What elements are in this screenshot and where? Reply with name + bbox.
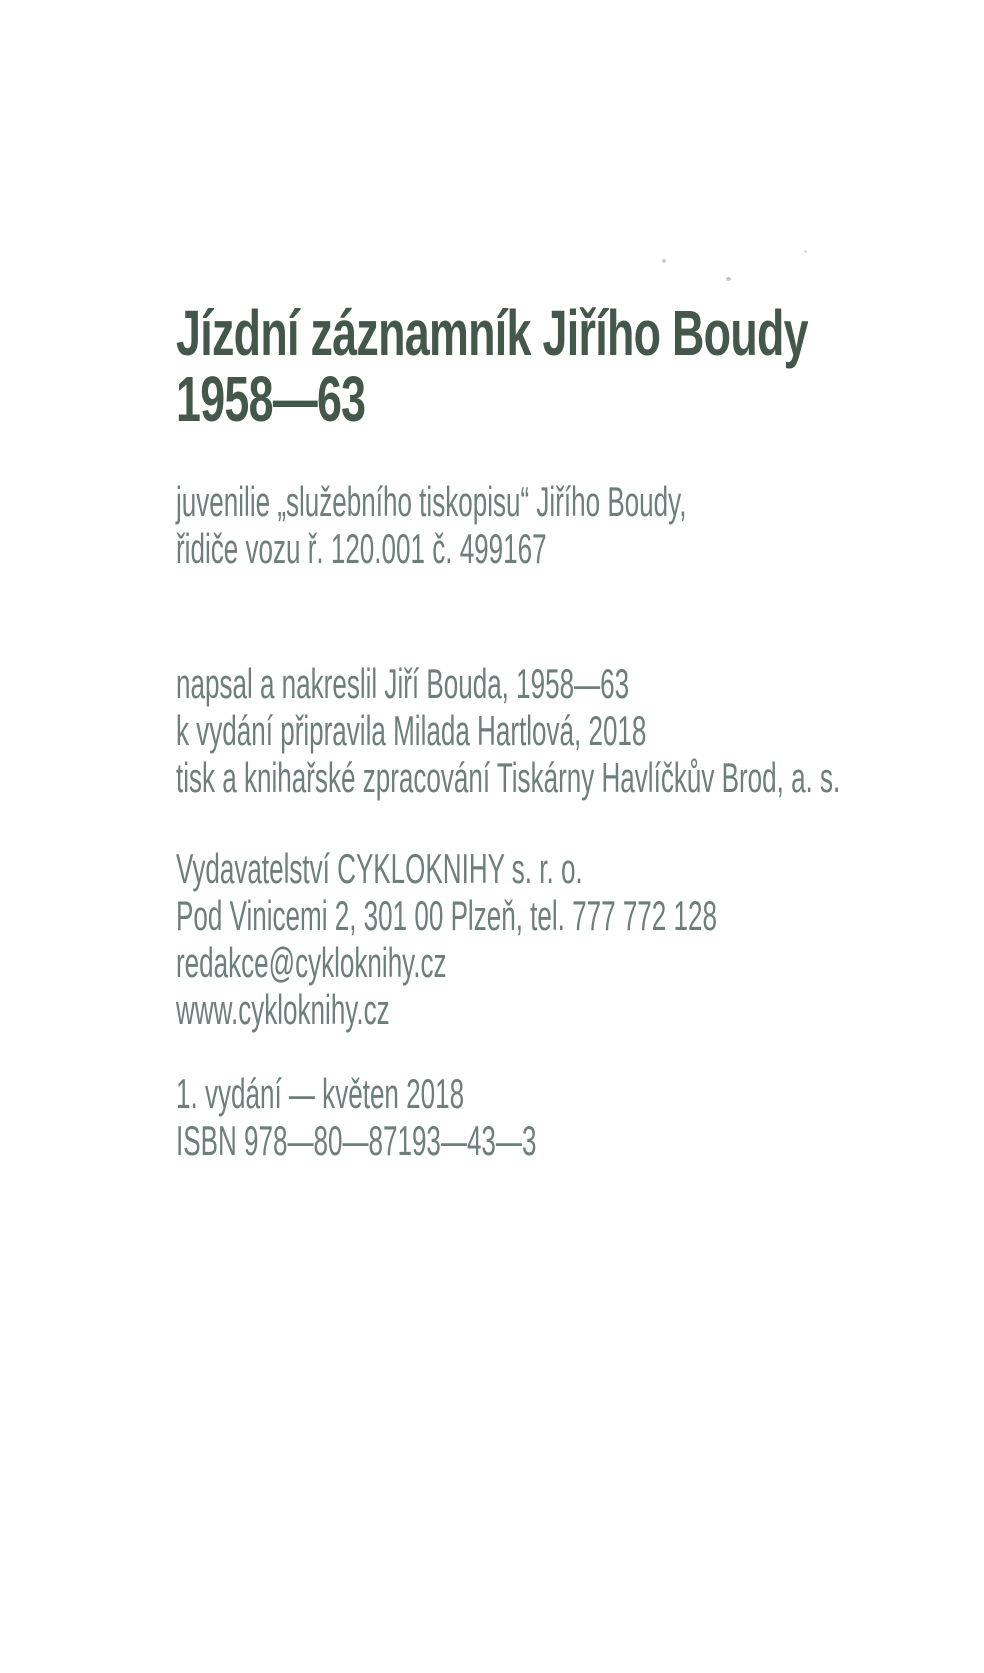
credit-line-authored: napsal a nakreslil Jiří Bouda, 1958—63: [176, 660, 630, 707]
credit-line-printed: tisk a knihařské zpracování Tiskárny Havlíčkův Brod, a. s.: [176, 754, 841, 801]
title-block: [176, 297, 984, 435]
scan-speck: [804, 250, 807, 253]
publisher-address: Pod Vinicemi 2, 301 00 Plzeň, tel. 777 772 128: [176, 892, 717, 939]
book-title-years: 1958—63: [176, 363, 366, 435]
scan-speck: [662, 259, 666, 263]
edition-block: [176, 1070, 757, 1164]
credit-line-edited: k vydání připravila Milada Hartlová, 2018: [176, 707, 647, 754]
subtitle-line-1: juvenilie „služebního tiskopisu“ Jiřího Boudy,: [176, 478, 687, 525]
scan-speck: [726, 277, 731, 281]
edition-line: 1. vydání — květen 2018: [176, 1070, 465, 1117]
book-title: Jízdní záznamník Jiřího Boudy: [176, 297, 808, 369]
subtitle-block: [176, 478, 984, 572]
isbn-line: ISBN 978—80—87193—43—3: [176, 1117, 537, 1164]
publisher-email: redakce@cykloknihy.cz: [176, 939, 447, 986]
publisher-name: Vydavatelství CYKLOKNIHY s. r. o.: [176, 845, 583, 892]
publisher-website: www.cykloknihy.cz: [176, 986, 390, 1033]
publisher-block: [176, 845, 984, 1033]
credits-block: [176, 660, 984, 801]
subtitle-line-2: řidiče vozu ř. 120.001 č. 499167: [176, 525, 547, 572]
